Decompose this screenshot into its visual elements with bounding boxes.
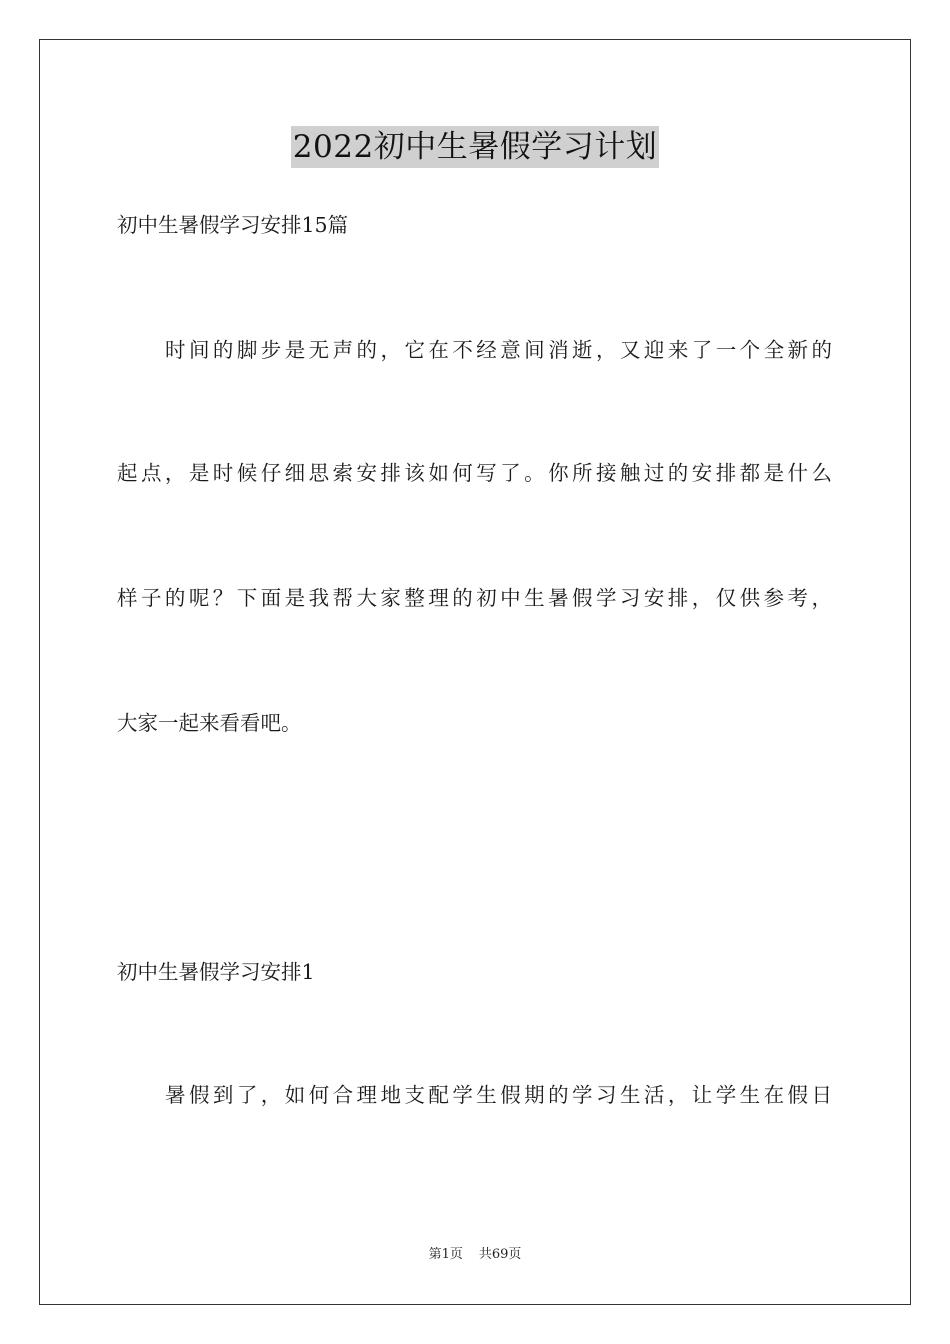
page-number: 第1页 — [428, 1247, 463, 1262]
subtitle: 初中生暑假学习安排15篇 — [117, 213, 349, 237]
title-container — [0, 126, 950, 168]
intro-line-3: 样子的呢？下面是我帮大家整理的初中生暑假学习安排，仅供参考， — [117, 586, 832, 610]
intro-line-2: 起点，是时候仔细思索安排该如何写了。你所接触过的安排都是什么 — [117, 461, 832, 485]
section-line-1: 暑假到了，如何合理地支配学生假期的学习生活，让学生在假日 — [165, 1083, 832, 1107]
section-heading: 初中生暑假学习安排1 — [117, 960, 315, 984]
intro-line-1: 时间的脚步是无声的，它在不经意间消逝，又迎来了一个全新的 — [165, 338, 832, 362]
intro-line-4: 大家一起来看看吧。 — [117, 711, 302, 735]
page-total: 共69页 — [478, 1247, 522, 1262]
page-footer — [0, 1246, 950, 1264]
document-title: 2022初中生暑假学习计划 — [291, 126, 659, 168]
